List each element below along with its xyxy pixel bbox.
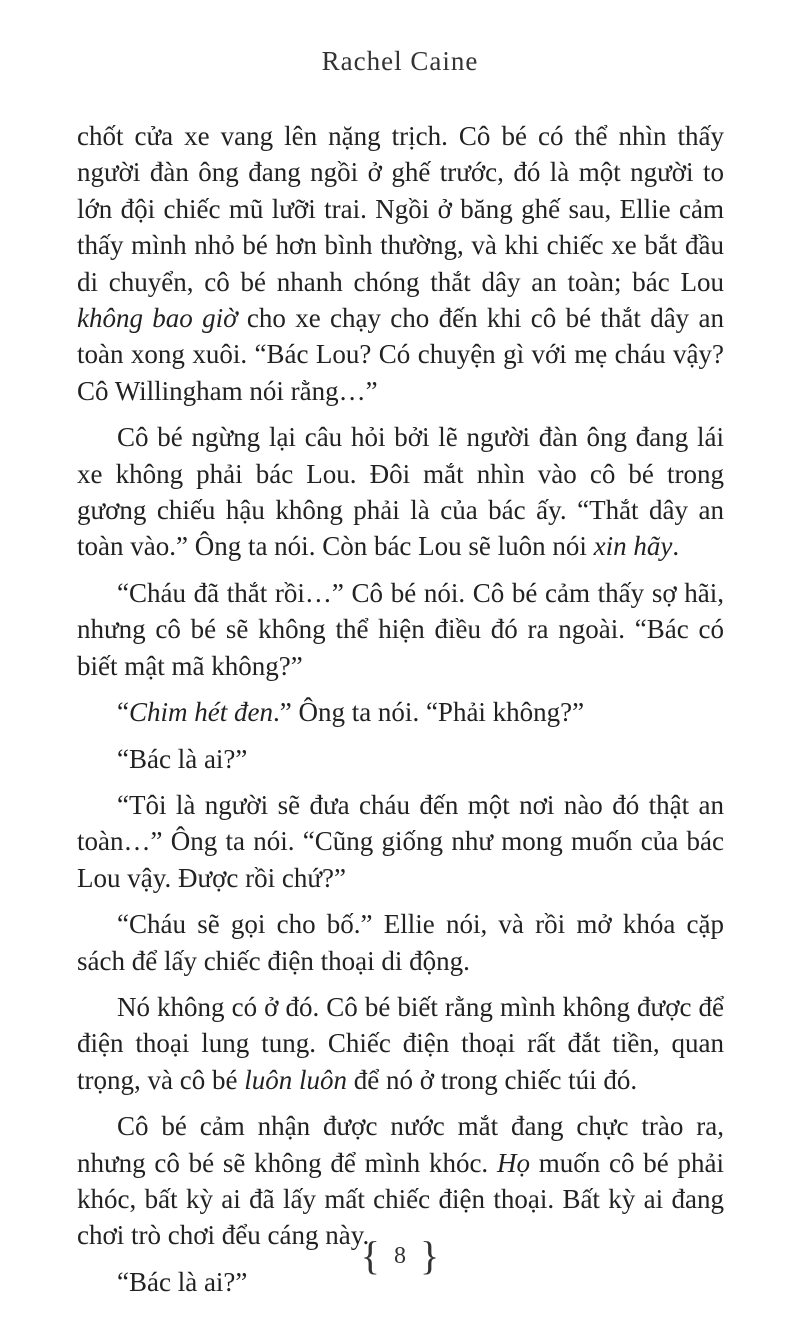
text-run: Cô bé ngừng lại câu hỏi bởi lẽ người đàn ông đang lái xe không phải bác Lou. Đôi mắt nhìn vào cô bé trong gương chiếu hậu không phải là của bác ấy. “Thắt dây an toàn vào.” Ông ta nói. Còn bác Lou sẽ luôn nói xyxy=(77,422,724,562)
running-header: Rachel Caine xyxy=(321,46,479,76)
text-run: chốt cửa xe vang lên nặng trịch. Cô bé có thể nhìn thấy người đàn ông đang ngồi ở ghế trước, đó là một người to lớn đội chiếc mũ lưỡi trai. Ngồi ở băng ghế sau, Ellie cảm thấy mình nhỏ bé hơn bình thường, và khi chiếc xe bắt đầu di chuyển, cô bé nhanh chóng thắt dây an toàn; bác Lou xyxy=(77,121,724,297)
italic-text: không bao giờ xyxy=(77,303,238,334)
paragraph xyxy=(77,787,724,896)
paragraph xyxy=(77,419,724,565)
paragraph xyxy=(77,575,724,684)
right-brace: } xyxy=(420,1233,440,1278)
text-run: “Cháu sẽ gọi cho bố.” Ellie nói, và rồi mở khóa cặp sách để lấy chiếc điện thoại di động. xyxy=(77,909,724,976)
text-run: “Bác là ai?” xyxy=(117,743,248,774)
text-run: Cô bé cảm nhận được nước mắt đang chực trào ra, nhưng cô bé sẽ không để mình khóc. xyxy=(77,1111,724,1178)
italic-text: luôn luôn xyxy=(244,1064,347,1095)
italic-text: xin hãy xyxy=(593,531,673,562)
italic-text: Chim hét đen xyxy=(128,697,273,728)
paragraph xyxy=(77,906,724,979)
text-run: muốn cô bé phải khóc, bất kỳ ai đã lấy mất chiếc điện thoại. Bất kỳ ai đang chơi trò chơi đểu cáng này. xyxy=(77,1147,724,1251)
italic-text: Họ xyxy=(496,1147,530,1178)
text-run: “Cháu đã thắt rồi…” Cô bé nói. Cô bé cảm thấy sợ hãi, nhưng cô bé sẽ không thể hiện điều đó ra ngoài. “Bác có biết mật mã không?” xyxy=(77,577,724,681)
text-run: để nó ở trong chiếc túi đó. xyxy=(346,1064,638,1095)
paragraph xyxy=(77,741,724,777)
text-run: Nó không có ở đó. Cô bé biết rằng mình không được để điện thoại lung tung. Chiếc điện thoại rất đắt tiền, quan trọng, và cô bé xyxy=(77,991,724,1095)
body-text xyxy=(77,118,724,1310)
text-run: “Bác là ai?” xyxy=(117,1266,248,1297)
text-run: .” Ông ta nói. “Phải không?” xyxy=(272,697,585,728)
left-brace: { xyxy=(360,1233,380,1278)
text-run: “Tôi là người sẽ đưa cháu đến một nơi nào đó thật an toàn…” Ông ta nói. “Cũng giống như mong muốn của bác Lou vậy. Được rồi chứ?” xyxy=(77,789,724,893)
paragraph xyxy=(77,694,724,730)
text-run: cho xe chạy cho đến khi cô bé thắt dây an toàn xong xuôi. “Bác Lou? Có chuyện gì với mẹ cháu vậy? Cô Willingham nói rằng…” xyxy=(77,303,724,406)
paragraph xyxy=(77,118,724,409)
paragraph xyxy=(77,989,724,1098)
text-run: “ xyxy=(117,697,129,728)
page-footer xyxy=(0,1232,800,1279)
text-run: . xyxy=(672,531,680,562)
page-number: 8 xyxy=(394,1243,406,1269)
